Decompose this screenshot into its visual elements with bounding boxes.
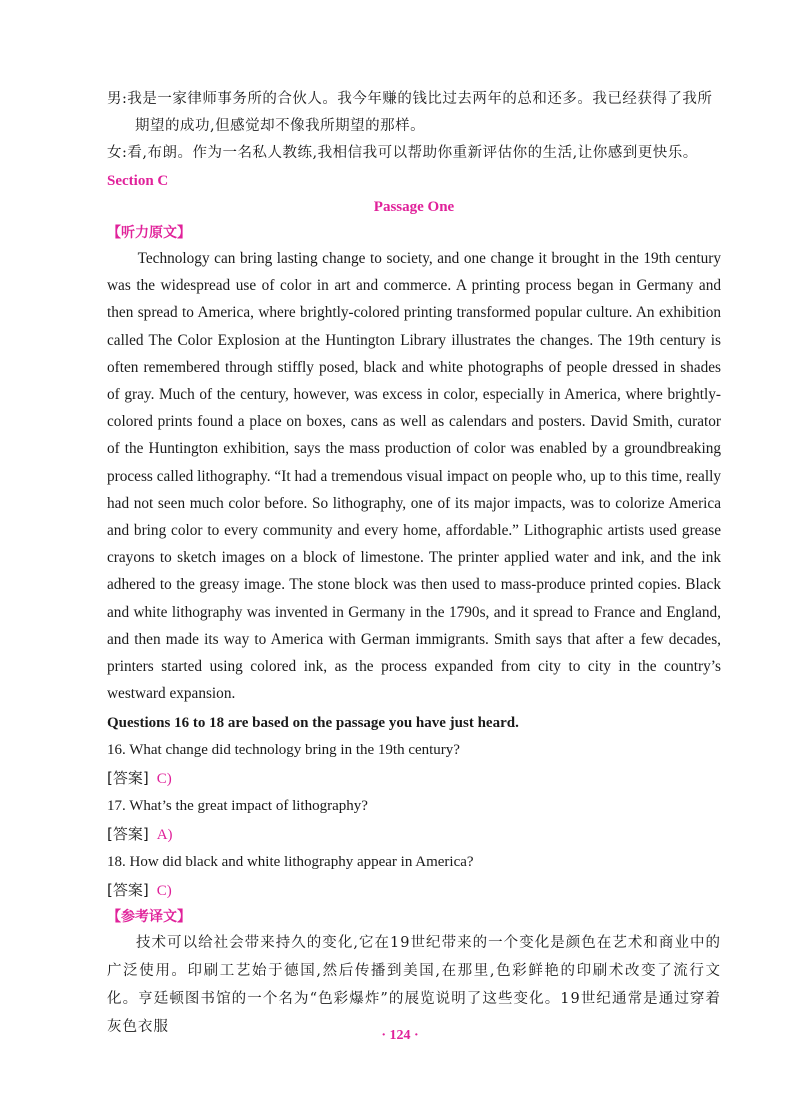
dialog-line-woman: 女:看,布朗。作为一名私人教练,我相信我可以帮助你重新评估你的生活,让你感到更快乐。 (107, 145, 698, 161)
answer-label: [答案] (107, 768, 149, 787)
page-content (107, 86, 721, 1041)
translation-text: 技术可以给社会带来持久的变化,它在19世纪带来的一个变化是颜色在艺术和商业中的广泛使用。印刷工艺始于德国,然后传播到美国,在那里,色彩鲜艳的印刷术改变了流行文化。亨廷顿图书馆的一个名为“色彩爆炸”的展览说明了这些变化。19世纪通常是通过穿着灰色衣服 (107, 935, 721, 1036)
answer-16 (107, 765, 721, 794)
translation-tag: 【参考译文】 (107, 909, 191, 926)
answer-18 (107, 877, 721, 906)
answer-17 (107, 821, 721, 850)
answer-key: A) (156, 826, 173, 843)
answer-label: [答案] (107, 880, 149, 899)
question-18: 18. How did black and white lithography appear in America? (107, 854, 474, 871)
dialog-line-man: 男:我是一家律师事务所的合伙人。我今年赚的钱比过去两年的总和还多。我已经获得了我所期望的成功,但感觉却不像我所期望的那样。 (107, 91, 713, 134)
question-16: 16. What change did technology bring in the 19th century? (107, 742, 460, 759)
passage-title: Passage One (373, 199, 455, 215)
answer-key: C) (156, 770, 172, 787)
page-number: · 124 · (381, 1028, 419, 1043)
transcript-paragraph: Technology can bring lasting change to society, and one change it brought in the 19th century was the widespread use of color in art and commerce. A printing process began in Germany and then spread to America, where brightly-colored printing transformed popular culture. An exhibition called The Color Explosion at the Huntington Library illustrates the changes. The 19th century is often remembered through stiffly posed, black and white photographs of people dressed in shades of gray. Much of the century, however, was excess in color, especially in America, where brightly-colored prints found a place on boxes, cans as well as calendars and posters. David Smith, curator of the Huntington exhibition, says the mass production of color was enabled by a groundbreaking process called lithography. “It had a tremendous visual impact on people who, up to this time, really had not seen much color before. So lithography, one of its major impacts, was to colorize America and bring color to every community and every home, affordable.” Lithographic artists used grease crayons to sketch images on a block of limestone. The printer applied water and ink, and the ink adhered to the greasy image. The stone block was then used to mass-produce printed copies. Black and white lithography was invented in Germany in the 1790s, and it spread to France and England, and then made its way to America with German immigrants. Smith says that after a few decades, printers started using colored ink, as the process expanded from city to city in the country’s westward expansion. (107, 250, 721, 703)
question-17: 17. What’s the great impact of lithography? (107, 798, 368, 815)
transcript-tag: 【听力原文】 (107, 225, 191, 241)
dialog-block (107, 86, 721, 167)
transcript-text (107, 245, 721, 707)
questions-header: Questions 16 to 18 are based on the passage you have just heard. (107, 715, 519, 732)
answer-label: [答案] (107, 824, 149, 843)
answer-key: C) (156, 882, 172, 899)
section-label: Section C (107, 173, 169, 189)
